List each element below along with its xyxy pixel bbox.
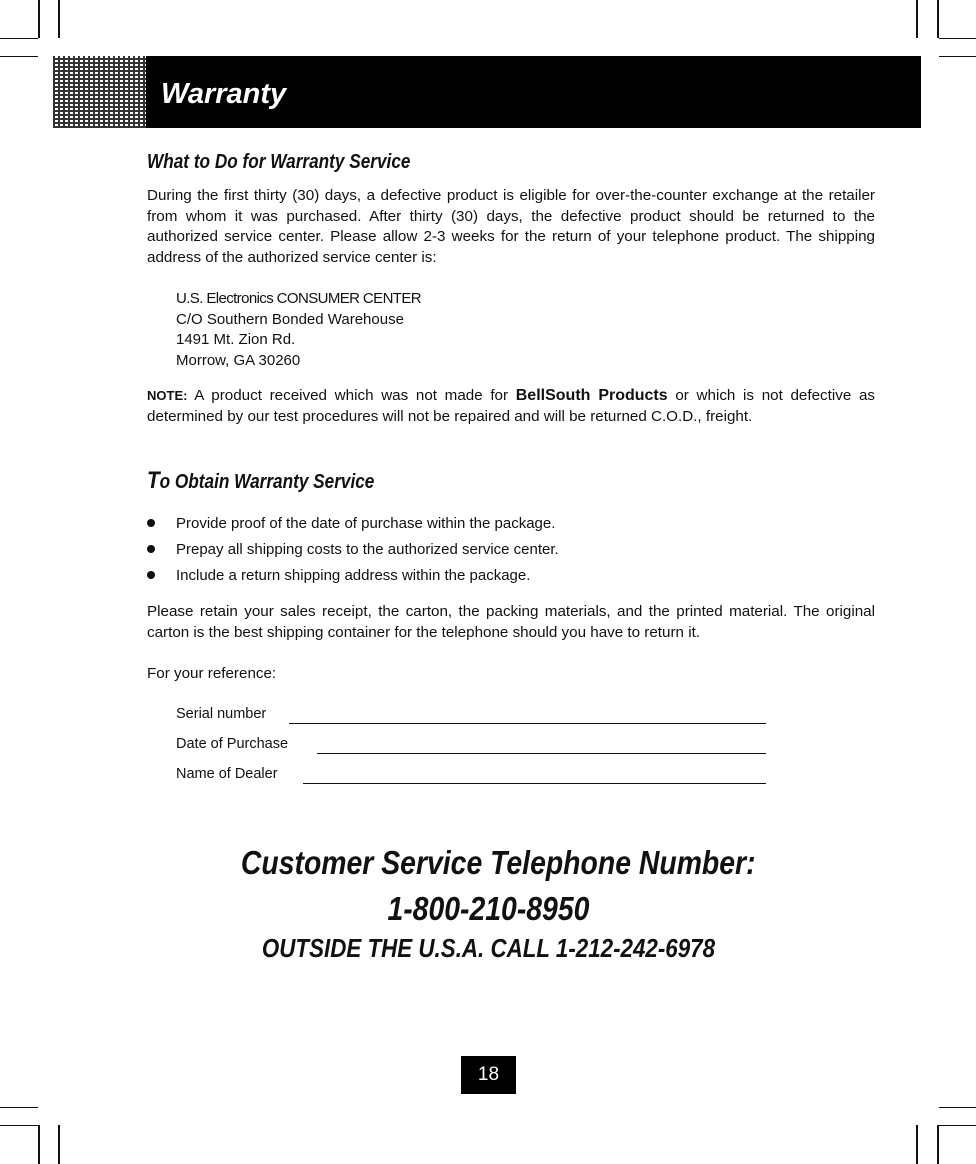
title-initial: T [147,467,160,494]
crop-mark [38,0,40,38]
outside-usa-phone [0,930,976,966]
note-text: A product received which was not made for [194,387,509,404]
list-item: Provide proof of the date of purchase within the package. [147,511,559,537]
fill-in-line [289,723,766,724]
fill-in-line [317,753,766,754]
customer-service-phone [0,888,976,930]
page-title: Warranty [161,78,287,110]
reference-field-date-of-purchase [176,736,766,756]
phone-number: 1-800-210-8950 [387,890,589,927]
reference-field-name-of-dealer [176,766,766,786]
field-label: Serial number [176,706,267,722]
crop-mark [939,1125,976,1126]
warranty-service-paragraph: During the first thirty (30) days, a defective product is eligible for over-the-counter exchange at the retailer from whom it was purchased. After thirty (30) days, the defective product should be returned to the authorized service center. Please allow 2-3 weeks for the return of your telephone product. The shipping address of the authorized service center is: [147,187,875,266]
field-label: Name of Dealer [176,766,278,782]
outside-usa-text: OUTSIDE THE U.S.A. CALL 1-212-242-6978 [261,933,715,963]
section-title-obtain-service [147,468,374,495]
address-line: C/O Southern Bonded Warehouse [176,310,404,328]
crop-mark [38,1125,40,1164]
address-line: Morrow, GA 30260 [176,351,301,369]
service-center-address [176,289,421,371]
crop-mark [0,56,38,57]
note-paragraph [147,386,875,427]
crop-mark [937,0,939,38]
customer-service-heading [0,842,976,884]
crop-mark [0,1107,38,1108]
list-item: Prepay all shipping costs to the authorized service center. [147,537,559,563]
address-line: 1491 Mt. Zion Rd. [176,331,296,348]
customer-service-heading-text: Customer Service Telephone Number: [240,844,756,881]
crop-mark [58,0,60,38]
list-item: Include a return shipping address within the package. [147,563,559,589]
crop-mark [916,0,918,38]
field-label: Date of Purchase [176,736,289,752]
section-title-what-to-do: What to Do for Warranty Service [147,151,411,173]
crop-mark [939,38,976,39]
retain-paragraph: Please retain your sales receipt, the carton, the packing materials, and the printed material. The original carton is the best shipping container for the telephone should you have to return it. [147,603,875,641]
requirements-list [147,511,559,589]
reference-intro: For your reference: [147,665,277,682]
crop-mark [939,1107,976,1108]
crop-mark [58,1125,60,1164]
crop-mark [937,1125,939,1164]
fill-in-line [303,783,766,784]
crop-mark [0,38,38,39]
header-pattern-graphic [53,56,146,128]
brand-name: BellSouth Products [515,387,668,404]
crop-mark [0,1125,38,1126]
address-line: U.S. Electronics CONSUMER CENTER [176,290,422,307]
title-rest: o Obtain Warranty Service [159,471,375,493]
note-label: NOTE: [147,388,188,403]
crop-mark [939,56,976,57]
note-text: or which is not defective as determined by our test procedures will not be repaired and will be returned C.O.D., freight. [147,387,875,425]
crop-mark [916,1125,918,1164]
page-number: 18 [461,1056,516,1094]
reference-field-serial-number [176,706,766,726]
